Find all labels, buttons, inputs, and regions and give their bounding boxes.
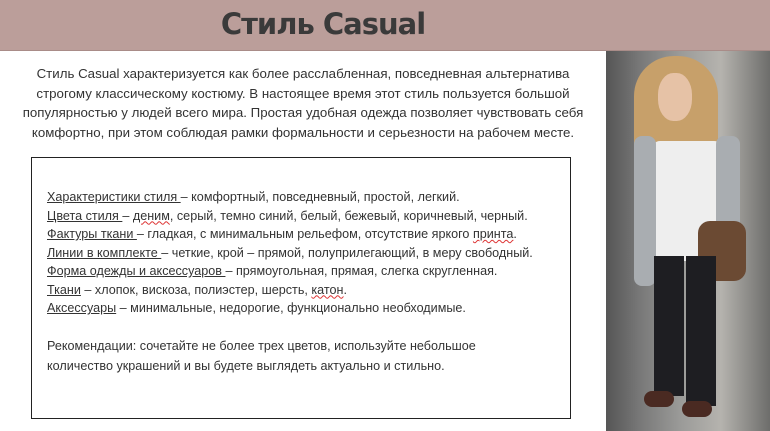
black-jeans-right [686, 256, 716, 406]
item-key: Характеристики стиля [47, 190, 181, 204]
item-textures [47, 225, 533, 244]
blazer-left [634, 136, 656, 286]
slide-title: Стиль Casual [220, 7, 426, 41]
item-key: Фактуры ткани [47, 227, 137, 241]
style-details-box [31, 157, 571, 419]
item-value: – четкие, крой – прямой, полуприлегающий, в меру свободный. [161, 245, 533, 260]
black-jeans-left [654, 256, 684, 396]
item-value: – прямоугольная, прямая, слегка скругленная. [225, 264, 498, 278]
recommendation-line: Рекомендации: сочетайте не более трех цветов, используйте небольшое [47, 338, 476, 353]
casual-outfit-photo [606, 51, 770, 431]
loafer-right [682, 401, 712, 417]
item-key: Форма одежды и аксессуаров [47, 264, 226, 278]
item-value: – минимальные, недорогие, функционально необходимые. [116, 301, 466, 315]
item-value: – хлопок, вискоза, полиэстер, шерсть, [80, 282, 312, 297]
face [658, 73, 692, 121]
loafer-left [644, 391, 674, 407]
item-shape [47, 262, 533, 281]
item-characteristics [47, 188, 533, 207]
spellcheck-word: деним [132, 208, 170, 223]
item-key: Аксессуары [47, 301, 117, 315]
item-key: Ткани [47, 282, 81, 297]
item-lines [47, 244, 533, 263]
item-colors [47, 207, 533, 226]
item-accessories [47, 299, 533, 318]
item-value: . [343, 282, 347, 297]
item-value: , серый, темно синий, белый, бежевый, коричневый, черный. [169, 208, 528, 223]
item-key: Линии в комплекте [47, 245, 162, 260]
recommendations [47, 336, 533, 376]
spellcheck-word: принта [472, 227, 514, 241]
spellcheck-word: катон [311, 282, 344, 297]
title-banner [0, 0, 770, 51]
item-value: . [513, 227, 517, 241]
item-value: – [122, 208, 133, 223]
item-value: – гладкая, с минимальным рельефом, отсутствие яркого [136, 227, 473, 241]
item-key: Цвета стиля [47, 208, 123, 223]
item-fabrics [47, 281, 533, 300]
item-value: – комфортный, повседневный, простой, легкий. [180, 190, 460, 204]
intro-paragraph: Стиль Casual характеризуется как более расслабленная, повседневная альтернатива строгому классическому костюму. В настоящее время этот стиль пользуется большой популярностью у людей всего мира. Простая удобная одежда позволяет чувствовать себя комфортно, при этом соблюдая рамки формальности и серьезности на рабочем месте. [22, 66, 584, 140]
recommendation-line: количество украшений и вы будете выглядеть актуально и стильно. [47, 358, 445, 373]
